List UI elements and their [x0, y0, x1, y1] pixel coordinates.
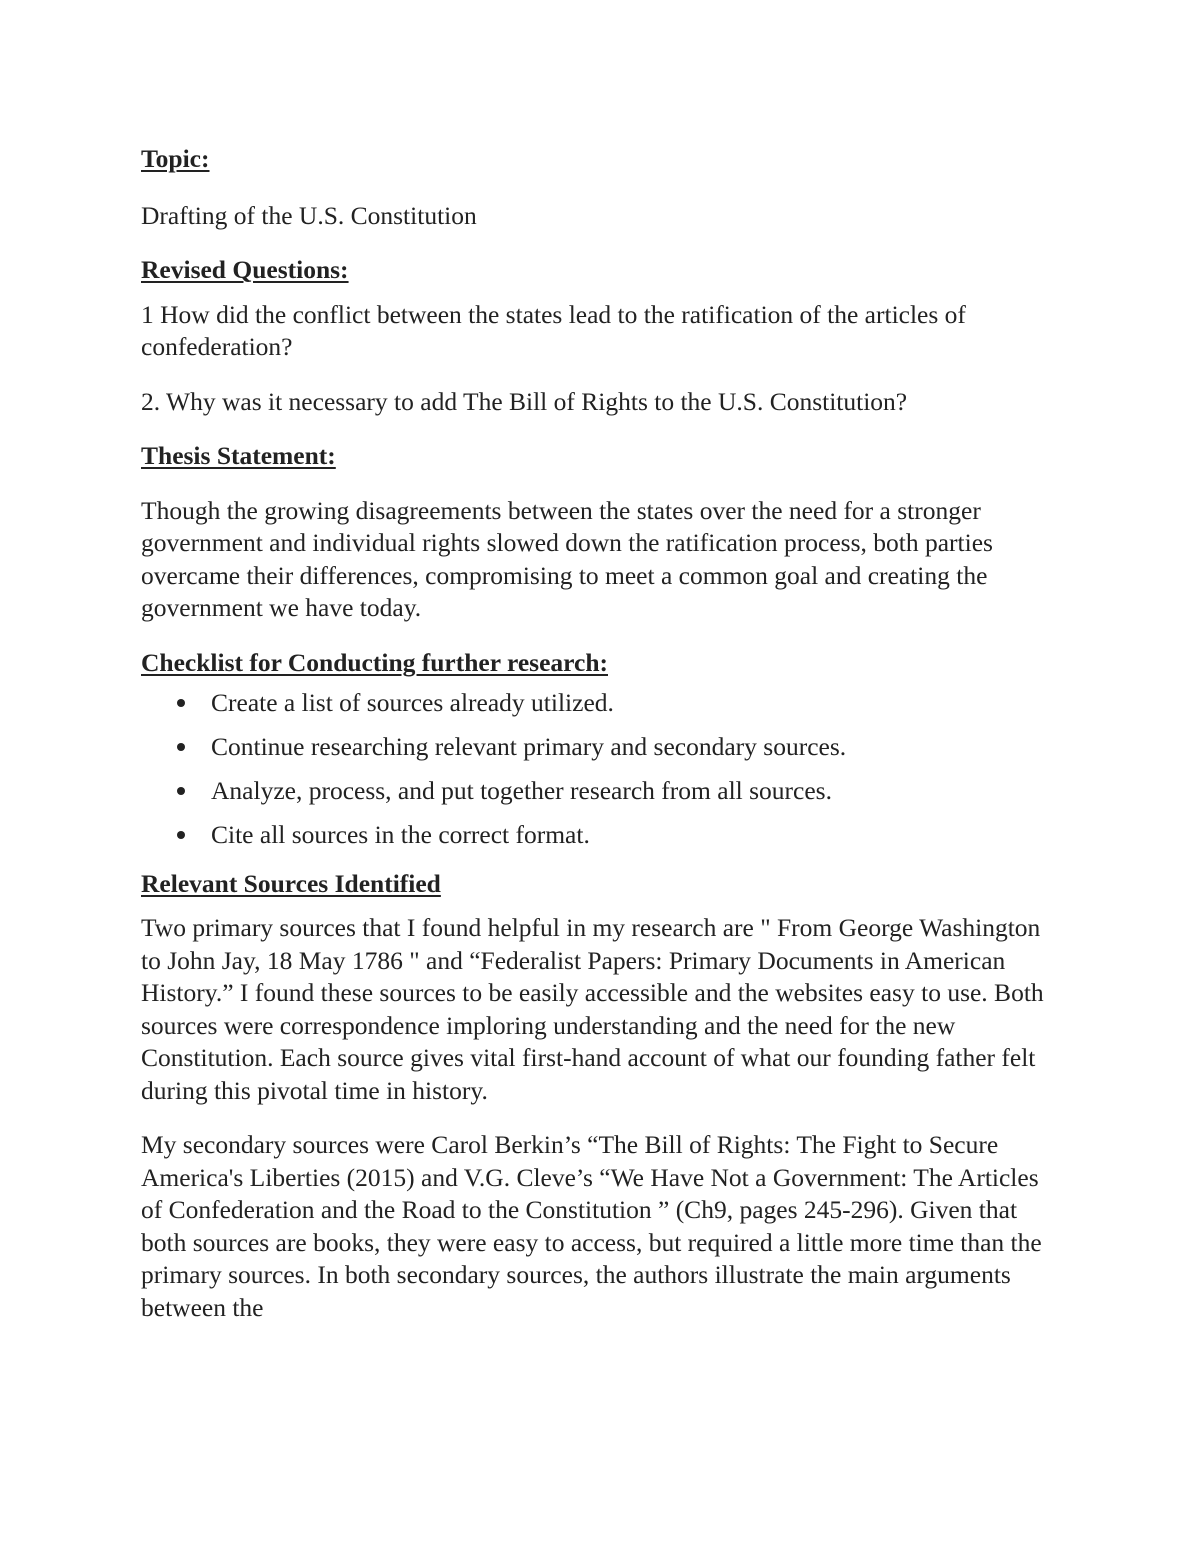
- thesis-heading: Thesis Statement:: [141, 441, 336, 470]
- bullet-icon: [177, 743, 185, 751]
- sources-heading: Relevant Sources Identified: [141, 868, 441, 898]
- topic-text: Drafting of the U.S. Constitution: [141, 200, 477, 230]
- secondary-sources-paragraph: My secondary sources were Carol Berkin’s “The Bill of Rights: The Fight to Secure America's Liberties (2015) and V.G. Cleve’s “We Have Not a Government: The Articles of Confederation and the Road to the Constitution ” (Ch9, pages 245-296). Given that both sources are books, they were easy to access, but required a little more time than the primary sources. In both secondary sources, the authors illustrate the main arguments between the: [141, 1130, 1042, 1322]
- list-item: [141, 775, 1066, 808]
- thesis-text: Though the growing disagreements between the states over the need for a stronger government and individual rights slowed down the ratification process, both parties overcame their differences, compromising to meet a common goal and creating the government we have today.: [141, 495, 993, 622]
- topic-heading: Topic:: [141, 144, 210, 173]
- list-item-text: Cite all sources in the correct format.: [211, 820, 590, 849]
- revised-questions-heading: Revised Questions:: [141, 255, 349, 284]
- question-1: 1 How did the conflict between the states lead to the ratification of the articles of confederation?: [141, 299, 966, 361]
- bullet-icon: [177, 787, 185, 795]
- list-item: [141, 687, 1066, 720]
- question-2: 2. Why was it necessary to add The Bill of Rights to the U.S. Constitution?: [141, 386, 908, 416]
- list-item-text: Continue researching relevant primary and secondary sources.: [211, 732, 847, 761]
- list-item-text: Create a list of sources already utilized.: [211, 688, 614, 717]
- list-item-text: Analyze, process, and put together research from all sources.: [211, 776, 832, 805]
- list-item: [141, 819, 1066, 852]
- bullet-icon: [177, 831, 185, 839]
- primary-sources-paragraph: Two primary sources that I found helpful in my research are " From George Washington to John Jay, 18 May 1786 " and “Federalist Papers: Primary Documents in American History.” I found these sources to be easily accessible and the websites easy to use. Both sources were correspondence imploring understanding and the need for the new Constitution. Each source gives vital first-hand account of what our founding father felt during this pivotal time in history.: [141, 913, 1044, 1105]
- list-item: [141, 731, 1066, 764]
- checklist: [141, 687, 1066, 852]
- checklist-heading: Checklist for Conducting further research:: [141, 647, 608, 677]
- bullet-icon: [177, 699, 185, 707]
- document-body: [141, 143, 1066, 1324]
